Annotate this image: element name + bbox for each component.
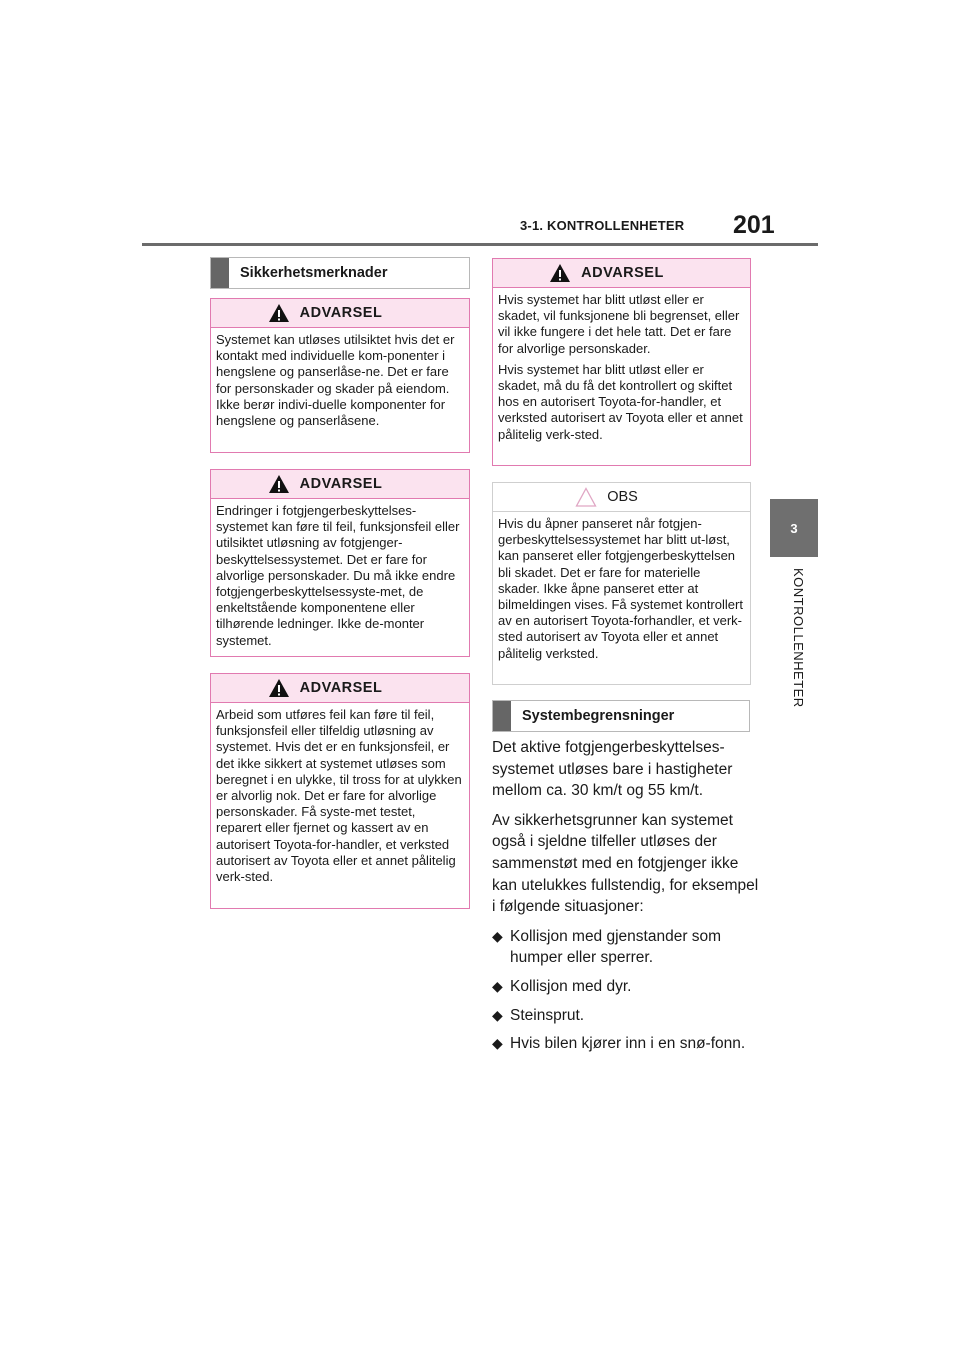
bullet-item: ◆ Hvis bilen kjører inn i en snø-fonn.: [492, 1033, 762, 1055]
notice-header: [493, 483, 750, 512]
warning-label: ADVARSEL: [581, 265, 664, 281]
bullet-diamond-icon: ◆: [492, 977, 503, 994]
heading-bar: [211, 258, 229, 288]
warning-paragraph: Hvis systemet har blitt utløst eller er skadet, vil funksjonene bli begrenset, eller vil ikke fungere i det hele tatt. Det er fare for alvorlige personskader.: [498, 292, 740, 356]
chapter-label: KONTROLLENHETER: [791, 568, 806, 708]
warning-text: Systemet kan utløses utilsiktet hvis det er kontakt med individuelle kom-ponenter i hengslene og panserlåse-ne. Det er fare for personskader og skader på eiendom. Ikke berør indivi-duelle komponenter for hengslene og panserlåsene.: [216, 332, 455, 429]
heading-bar: [493, 701, 511, 731]
warning-box: [492, 258, 751, 466]
warning-label: ADVARSEL: [299, 680, 383, 696]
notice-box: [492, 482, 751, 685]
notice-label: OBS: [607, 489, 638, 505]
page-number: 201: [733, 211, 775, 239]
bullet-item: ◆ Kollisjon med gjenstander som humper eller sperrer.: [492, 926, 762, 969]
header-section-title: 3-1. KONTROLLENHETER: [520, 218, 685, 233]
warning-box: [210, 469, 470, 657]
warning-header: [211, 299, 469, 328]
warning-text: Arbeid som utføres feil kan føre til feil, funksjonsfeil eller tilfeldig utløsning av systemet. Hvis det er en funksjonsfeil, er det ikke sikkert at systemet utløses som beregnet i en ulykke, til tross for at ulykken er alvorlig nok. Det er fare for alvorlige personskader. Få syste-met testet, reparert eller fjernet og kassert av en autorisert Toyota-for-handler, et verksted autorisert av Toyota eller et annet pålitelig verk-sted.: [216, 707, 462, 885]
body-paragraph: Av sikkerhetsgrunner kan systemet også i sjeldne tilfeller utløses der sammenstøt med en fotgjenger ikke kan utelukkes fullstendig, for eksempel i følgende situasjoner:: [492, 811, 759, 916]
warning-header: [211, 674, 469, 703]
warning-box: [210, 298, 470, 453]
warning-triangle-icon: [549, 263, 571, 283]
bullet-diamond-icon: ◆: [492, 927, 503, 944]
bullet-diamond-icon: ◆: [492, 1035, 503, 1052]
bullet-diamond-icon: ◆: [492, 1006, 503, 1023]
chapter-number: 3: [790, 520, 798, 536]
bullet-item: ◆ Kollisjon med dyr.: [492, 976, 762, 998]
notice-text: Hvis du åpner panseret når fotgjen-gerbeskyttelsessystemet har blitt ut-løst, kan panseret eller fotgjengerbeskyttelsen bli skadet. Det er fare for materielle skader. Ikke åpne panseret etter at bilmeldingen vises. Få systemet kontrollert av en autorisert Toyota-forhandler, et verk-sted autorisert av Toyota eller et annet pålitelig verksted.: [498, 516, 743, 661]
warning-triangle-icon: [268, 678, 290, 698]
warning-text: Endringer i fotgjengerbeskyttelses-systemet kan føre til feil, funksjonsfeil eller utilsiktet utløsning av fotgjenger-beskyttelsessystemet. Det er fare for alvorlige personskader. Du må ikke endre fotgjengerbeskyttelsessyste-met, de enkeltstående komponentene eller tilhørende ledninger. Ikke de-monter systemet.: [216, 503, 460, 648]
chapter-tab: [770, 499, 818, 557]
warning-triangle-icon: [268, 474, 290, 494]
warning-label: ADVARSEL: [299, 476, 383, 492]
warning-paragraph: Hvis systemet har blitt utløst eller er skadet, må du få det kontrollert og skiftet hos en autorisert Toyota-for-handler, et verksted autorisert av Toyota eller et annet pålitelig verk-sted.: [498, 361, 743, 442]
caution-triangle-icon: [575, 487, 597, 507]
limitations-body: [492, 737, 762, 1062]
warning-header: [493, 259, 750, 288]
warning-header: [211, 470, 469, 499]
section-heading-text: Systembegrensninger: [522, 708, 675, 724]
header-rule: [142, 243, 818, 246]
bullet-item: ◆ Steinsprut.: [492, 1005, 762, 1027]
body-paragraph: Det aktive fotgjengerbeskyttelses-systemet utløses bare i hastigheter mellom ca. 30 km/t og 55 km/t.: [492, 739, 733, 800]
warning-label: ADVARSEL: [299, 305, 383, 321]
section-heading-safety: [210, 257, 470, 289]
section-heading-limitations: [492, 700, 750, 732]
warning-box: [210, 673, 470, 909]
section-heading-text: Sikkerhetsmerknader: [240, 265, 388, 281]
warning-triangle-icon: [268, 303, 290, 323]
